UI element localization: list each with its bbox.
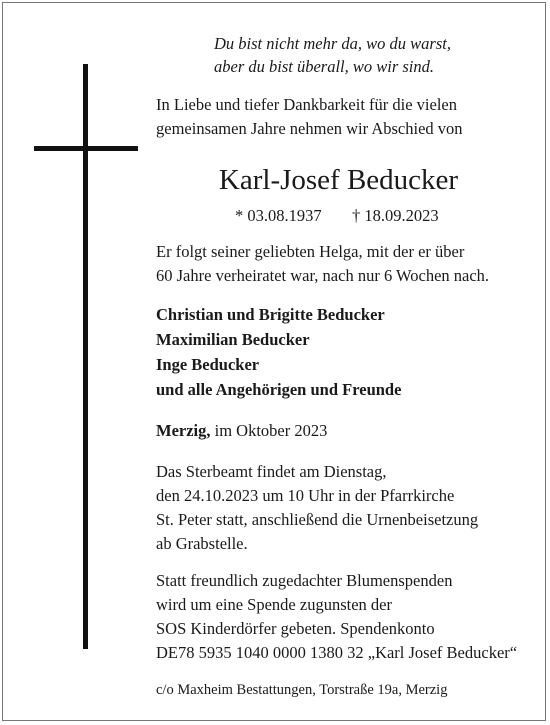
birth-date: * 03.08.1937 (235, 206, 322, 225)
tribute-line: 60 Jahre verheiratet war, nach nur 6 Wochen nach. (156, 266, 490, 285)
place: Merzig, (156, 421, 211, 440)
intro-line: In Liebe und tiefer Dankbarkeit für die vielen (156, 95, 457, 114)
mourner-name: Maximilian Beducker (156, 330, 310, 349)
motto (214, 32, 514, 78)
donation-line: wird um eine Spende zugunsten der (156, 595, 392, 614)
mourner-name: Inge Beducker (156, 355, 260, 374)
ceremony-line: den 24.10.2023 um 10 Uhr in der Pfarrkirche (156, 486, 455, 505)
tribute-line: Er folgt seiner geliebten Helga, mit der er über (156, 242, 465, 261)
mourner-name: und alle Angehörigen und Freunde (156, 380, 402, 399)
ceremony-line: Das Sterbeamt findet am Dienstag, (156, 462, 387, 481)
intro-line: gemeinsamen Jahre nehmen wir Abschied von (156, 119, 463, 138)
death-date: † 18.09.2023 (352, 206, 439, 225)
motto-line: aber du bist überall, wo wir sind. (214, 57, 435, 76)
date: im Oktober 2023 (210, 421, 328, 440)
donation-line: DE78 5935 1040 0000 1380 32 „Karl Josef Beducker“ (156, 643, 518, 662)
deceased-name: Karl-Josef Beducker (218, 164, 459, 196)
place-date (156, 421, 327, 441)
ceremony-line: St. Peter statt, anschließend die Urnenbeisetzung (156, 510, 479, 529)
mourner-name: Christian und Brigitte Beducker (156, 305, 385, 324)
undertaker-address: c/o Maxheim Bestattungen, Torstraße 19a, Merzig (156, 682, 448, 698)
ceremony-line: ab Grabstelle. (156, 534, 248, 553)
donation-line: Statt freundlich zugedachter Blumenspenden (156, 571, 453, 590)
motto-line: Du bist nicht mehr da, wo du warst, (214, 34, 451, 53)
donation-line: SOS Kinderdörfer gebeten. Spendenkonto (156, 619, 435, 638)
